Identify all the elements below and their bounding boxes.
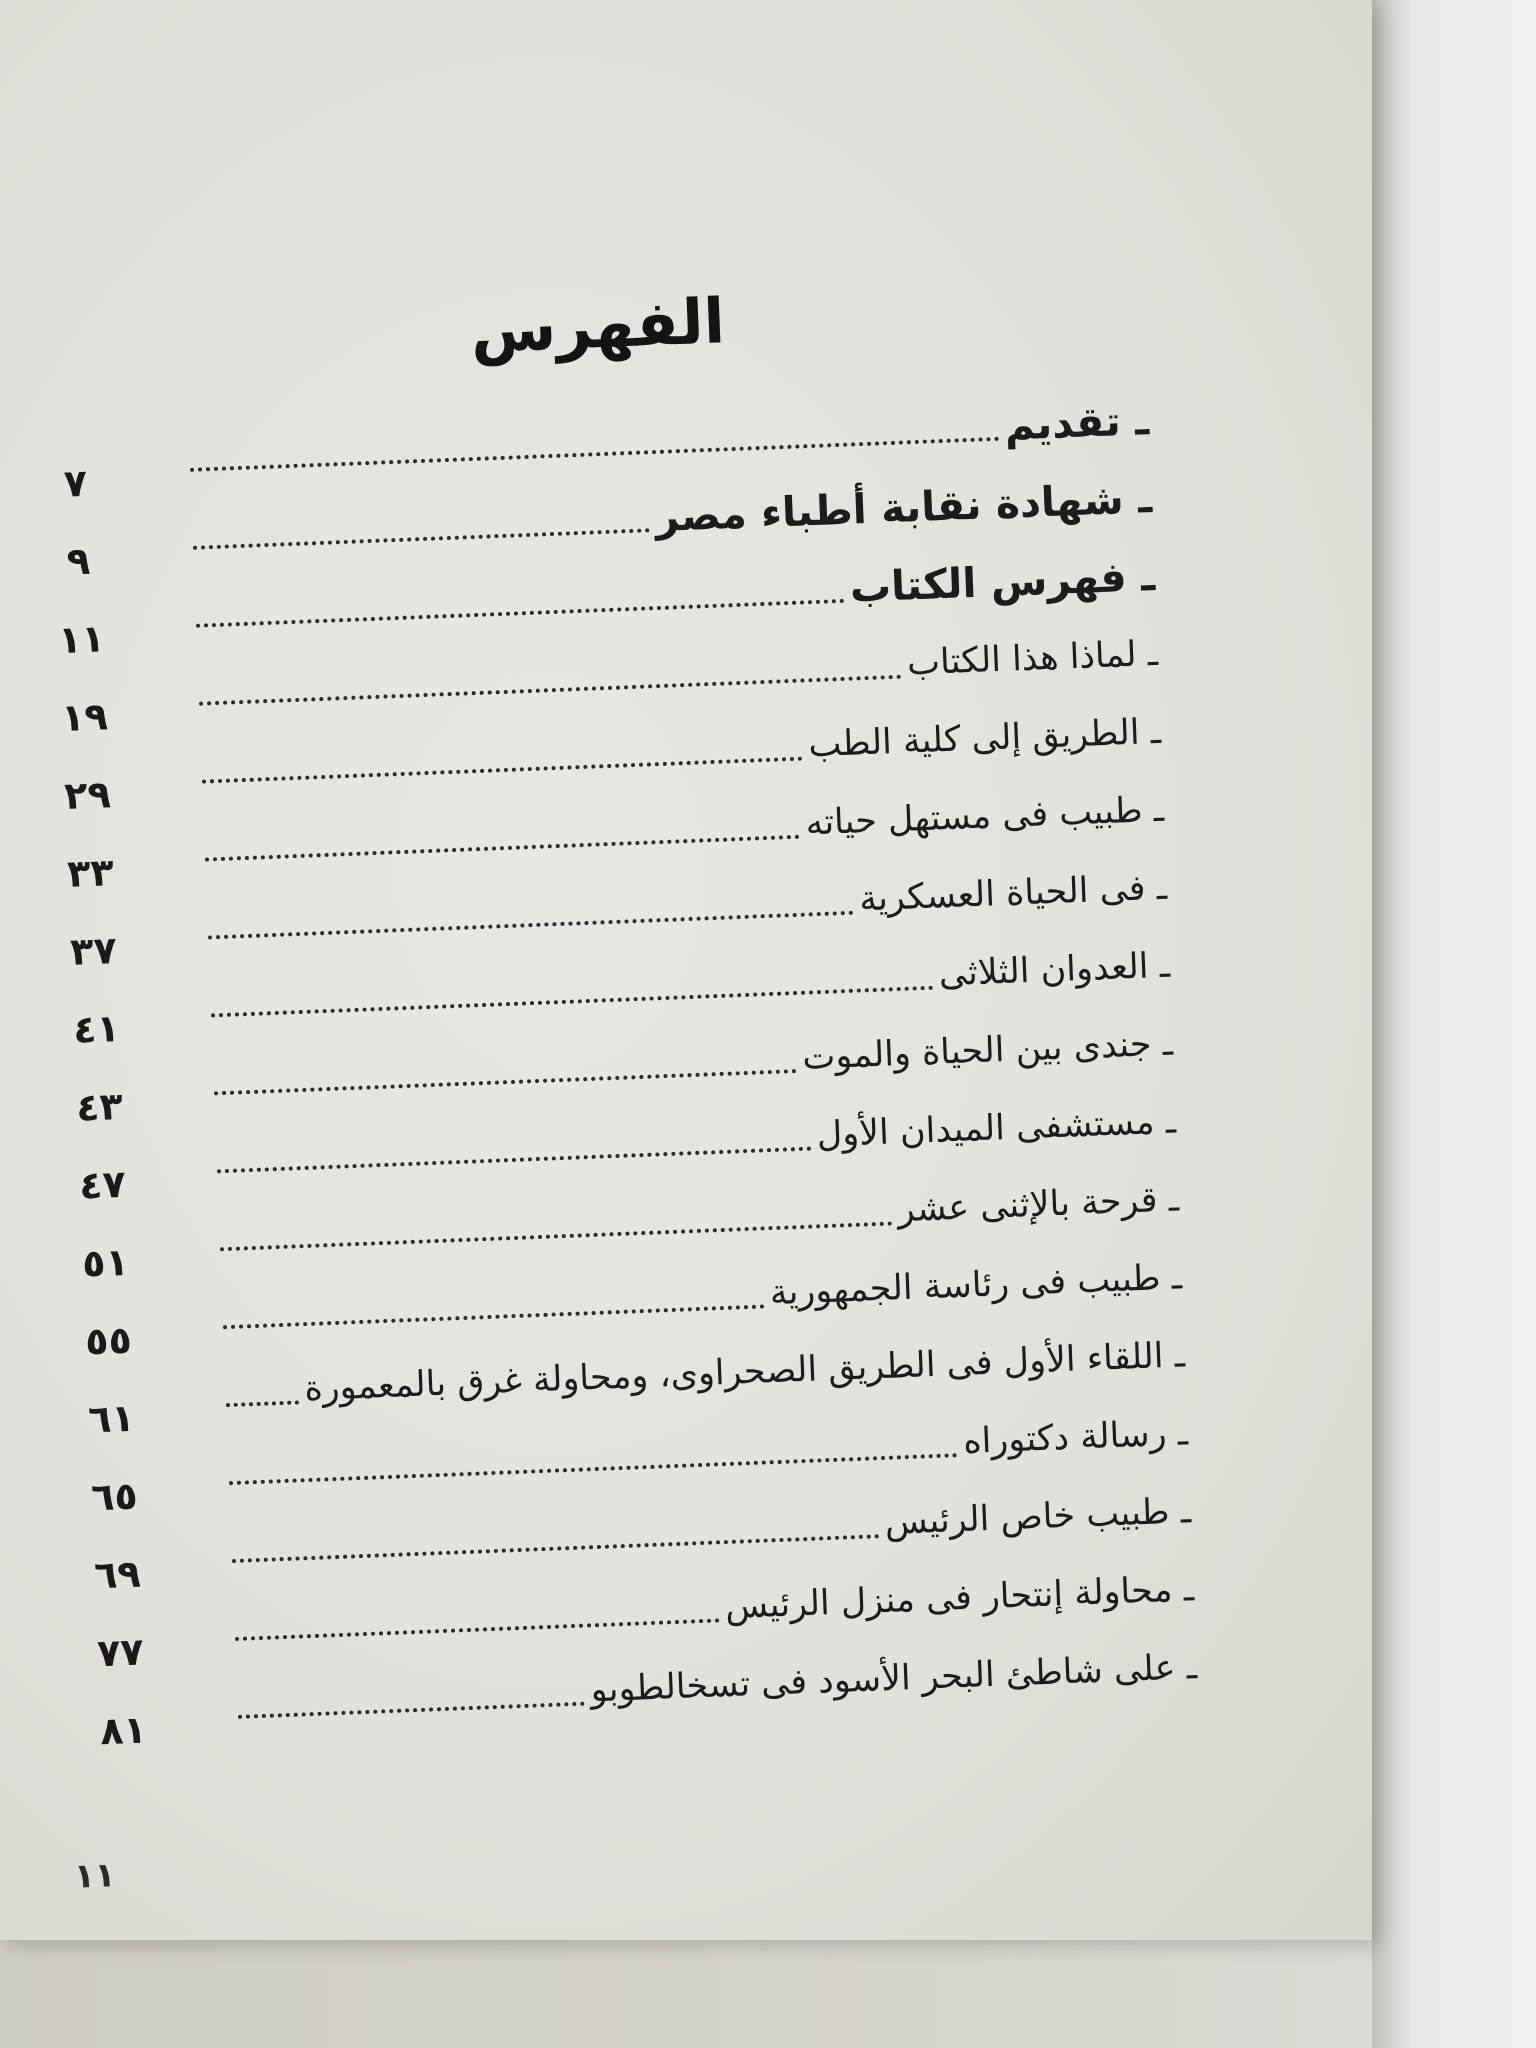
toc-page-number: ٨١ [99, 1707, 148, 1754]
page-title: الفهرس [469, 284, 727, 367]
toc-page-number: ٥١ [81, 1239, 130, 1286]
toc-entry [194, 541, 1156, 638]
toc-leader-dots [217, 1146, 811, 1174]
toc-leader-dots [211, 985, 933, 1018]
toc-leader-dots [226, 1399, 299, 1407]
toc-page-number: ٦٩ [93, 1551, 142, 1598]
toc-leader-dots [208, 910, 854, 940]
toc-entry [221, 1242, 1183, 1339]
toc-entry [191, 463, 1153, 560]
toc-entry-label: ـ اللقاء الأول فى الطريق الصحراوى، ومحاولة غرق بالمعمورة [303, 1335, 1186, 1410]
toc-entry-label: ـ طبيب فى مستهل حياته [804, 789, 1165, 844]
toc-page-number: ٦٥ [90, 1473, 139, 1520]
toc-entry [200, 697, 1162, 794]
toc-entry-label: ـ فهرس الكتاب [848, 551, 1156, 612]
toc-page-number: ٩ [66, 538, 91, 584]
toc-entry-label: ـ الطريق إلى كلية الطب [807, 711, 1162, 766]
toc-entry-label: ـ جندى بين الحياة والموت [801, 1023, 1174, 1078]
toc-page-number: ٣٣ [66, 850, 115, 896]
toc-entry [197, 619, 1159, 716]
toc-page-number: ٤٣ [75, 1083, 124, 1130]
folio-page-number: ١١ [73, 1855, 117, 1897]
toc-entry [188, 385, 1150, 482]
toc-leader-dots [235, 1617, 720, 1641]
toc-page-number: ١١ [57, 616, 106, 663]
toc-entry-label: ـ رسالة دكتوراه [962, 1413, 1189, 1462]
toc-entry-label: ـ تقديم [1003, 396, 1150, 450]
toc-leader-dots [196, 598, 845, 628]
toc-entry [218, 1165, 1180, 1262]
toc-leader-dots [238, 1701, 585, 1719]
toc-entry-label: ـ طبيب خاص الرئيس [884, 1491, 1192, 1543]
toc-leader-dots [202, 756, 803, 784]
toc-entry [215, 1087, 1177, 1184]
toc-entry-label: ـ طبيب فى رئاسة الجمهورية [769, 1257, 1183, 1314]
toc-entry-label: ـ على شاطئ البحر الأسود فى تسخالطوبو [589, 1647, 1198, 1711]
toc-entry [236, 1632, 1198, 1729]
toc-entry [224, 1320, 1186, 1417]
toc-page-number: ٤٧ [78, 1161, 127, 1208]
toc-entry-label: ـ قرحة بالإثنى عشر [896, 1179, 1180, 1231]
toc-leader-dots [232, 1533, 879, 1563]
toc-page-number: ٢٩ [63, 772, 112, 818]
toc-entry-label: ـ شهادة نقابة أطباء مصر [654, 474, 1153, 542]
toc-leader-dots [220, 1221, 892, 1252]
toc-leader-dots [205, 834, 800, 862]
toc-page-number: ٣٧ [69, 928, 118, 974]
toc-page-number: ٥٥ [84, 1317, 133, 1364]
toc-page-number: ٤١ [72, 1006, 121, 1052]
toc-leader-dots [223, 1303, 765, 1329]
toc-page-number: ٧ [63, 460, 88, 506]
toc-entry-label: ـ مستشفى الميدان الأول [816, 1101, 1177, 1156]
toc-leader-dots [190, 436, 999, 472]
toc-leader-dots [193, 527, 650, 550]
toc-entry-label: ـ العدوان الثلاثى [938, 945, 1171, 995]
toc-entry [203, 775, 1165, 872]
toc-page-number: ٦١ [87, 1395, 136, 1442]
toc-entry-label: ـ محاولة إنتحار فى منزل الرئيس [724, 1569, 1195, 1628]
toc-entry [227, 1398, 1189, 1495]
toc-entry-label: ـ لماذا هذا الكتاب [906, 633, 1159, 684]
toc-leader-dots [199, 674, 902, 706]
toc-entry-label: ـ فى الحياة العسكرية [858, 867, 1168, 920]
toc-page-number: ١٩ [60, 694, 109, 741]
toc-leader-dots [214, 1068, 797, 1095]
toc-entry [233, 1554, 1195, 1651]
toc-entry [212, 1009, 1174, 1106]
toc-entry [206, 853, 1168, 950]
toc-page-number: ٧٧ [96, 1629, 145, 1676]
toc-leader-dots [229, 1452, 958, 1485]
toc-entry [209, 931, 1171, 1028]
toc-entry [230, 1476, 1192, 1573]
